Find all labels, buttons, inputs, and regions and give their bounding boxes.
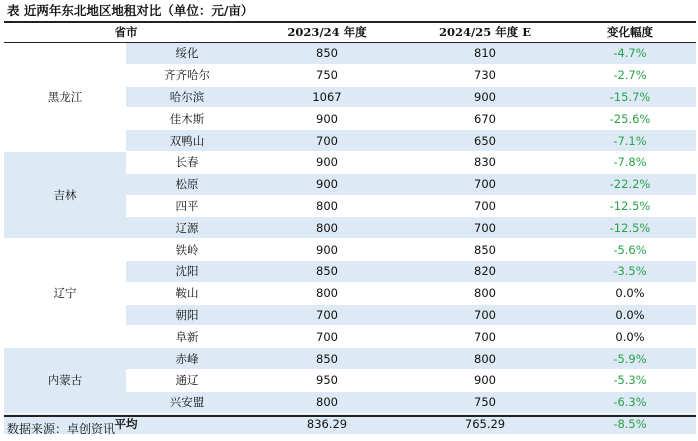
table-title: 表 近两年东北地区地租对比（单位：元/亩） (7, 3, 254, 18)
value-2023-cell: 900 (248, 173, 406, 195)
average-label: 平均 (4, 413, 248, 435)
city-cell: 兴安盟 (126, 391, 248, 413)
value-2024-cell: 700 (406, 326, 564, 348)
value-2023-cell: 700 (248, 326, 406, 348)
change-cell: -2.7% (564, 64, 696, 86)
value-2023-cell: 850 (248, 43, 406, 65)
city-cell: 鞍山 (126, 282, 248, 304)
city-cell: 沈阳 (126, 260, 248, 282)
city-cell: 四平 (126, 195, 248, 217)
value-2023-cell: 700 (248, 304, 406, 326)
change-cell: 0.0% (564, 282, 696, 304)
average-change-cell: -8.5% (564, 413, 696, 435)
city-cell: 赤峰 (126, 348, 248, 370)
value-2023-cell: 800 (248, 282, 406, 304)
value-2024-cell: 820 (406, 260, 564, 282)
province-cell: 内蒙古 (4, 348, 126, 413)
value-2024-cell: 900 (406, 369, 564, 391)
value-2024-cell: 810 (406, 43, 564, 65)
value-2024-cell: 750 (406, 391, 564, 413)
value-2023-cell: 900 (248, 151, 406, 173)
city-cell: 辽源 (126, 217, 248, 239)
average-2023-cell: 836.29 (248, 413, 406, 435)
data-source: 数据来源：卓创资讯 (7, 422, 116, 436)
change-cell: -7.1% (564, 130, 696, 152)
value-2023-cell: 850 (248, 260, 406, 282)
value-2024-cell: 800 (406, 348, 564, 370)
header-row (4, 22, 696, 43)
value-2023-cell: 800 (248, 391, 406, 413)
city-cell: 阜新 (126, 326, 248, 348)
value-2024-cell: 700 (406, 304, 564, 326)
value-2023-cell: 1067 (248, 86, 406, 108)
header-2024-25: 2024/25 年度 E (406, 22, 564, 43)
province-cell: 吉林 (4, 151, 126, 238)
change-cell: -7.8% (564, 151, 696, 173)
value-2024-cell: 830 (406, 151, 564, 173)
change-cell: -22.2% (564, 173, 696, 195)
value-2024-cell: 800 (406, 282, 564, 304)
change-cell: -12.5% (564, 217, 696, 239)
change-cell: -25.6% (564, 108, 696, 130)
change-cell: -12.5% (564, 195, 696, 217)
value-2024-cell: 700 (406, 173, 564, 195)
city-cell: 双鸭山 (126, 130, 248, 152)
value-2024-cell: 670 (406, 108, 564, 130)
value-2024-cell: 700 (406, 195, 564, 217)
value-2024-cell: 650 (406, 130, 564, 152)
change-cell: -4.7% (564, 43, 696, 65)
average-2024-cell: 765.29 (406, 413, 564, 435)
city-cell: 哈尔滨 (126, 86, 248, 108)
header-province-city: 省市 (4, 22, 248, 43)
value-2023-cell: 750 (248, 64, 406, 86)
value-2023-cell: 900 (248, 239, 406, 261)
change-cell: -6.3% (564, 391, 696, 413)
value-2023-cell: 950 (248, 369, 406, 391)
change-cell: -5.3% (564, 369, 696, 391)
city-cell: 齐齐哈尔 (126, 64, 248, 86)
city-cell: 松原 (126, 173, 248, 195)
change-cell: -5.9% (564, 348, 696, 370)
value-2024-cell: 730 (406, 64, 564, 86)
change-cell: 0.0% (564, 326, 696, 348)
value-2023-cell: 850 (248, 348, 406, 370)
province-cell: 黑龙江 (4, 43, 126, 152)
value-2023-cell: 700 (248, 130, 406, 152)
change-cell: -15.7% (564, 86, 696, 108)
table-row (4, 348, 696, 370)
header-change: 变化幅度 (564, 22, 696, 43)
table-row (4, 43, 696, 65)
city-cell: 铁岭 (126, 239, 248, 261)
value-2024-cell: 700 (406, 217, 564, 239)
land-rent-table (4, 22, 696, 435)
change-cell: 0.0% (564, 304, 696, 326)
city-cell: 长春 (126, 151, 248, 173)
city-cell: 朝阳 (126, 304, 248, 326)
change-cell: -3.5% (564, 260, 696, 282)
change-cell: -5.6% (564, 239, 696, 261)
province-cell: 辽宁 (4, 239, 126, 348)
table-row (4, 239, 696, 261)
value-2023-cell: 800 (248, 195, 406, 217)
value-2023-cell: 900 (248, 108, 406, 130)
bottom-rule (4, 415, 696, 417)
city-cell: 佳木斯 (126, 108, 248, 130)
city-cell: 绥化 (126, 43, 248, 65)
value-2024-cell: 900 (406, 86, 564, 108)
table-row (4, 151, 696, 173)
value-2023-cell: 800 (248, 217, 406, 239)
header-2023-24: 2023/24 年度 (248, 22, 406, 43)
value-2024-cell: 850 (406, 239, 564, 261)
city-cell: 通辽 (126, 369, 248, 391)
